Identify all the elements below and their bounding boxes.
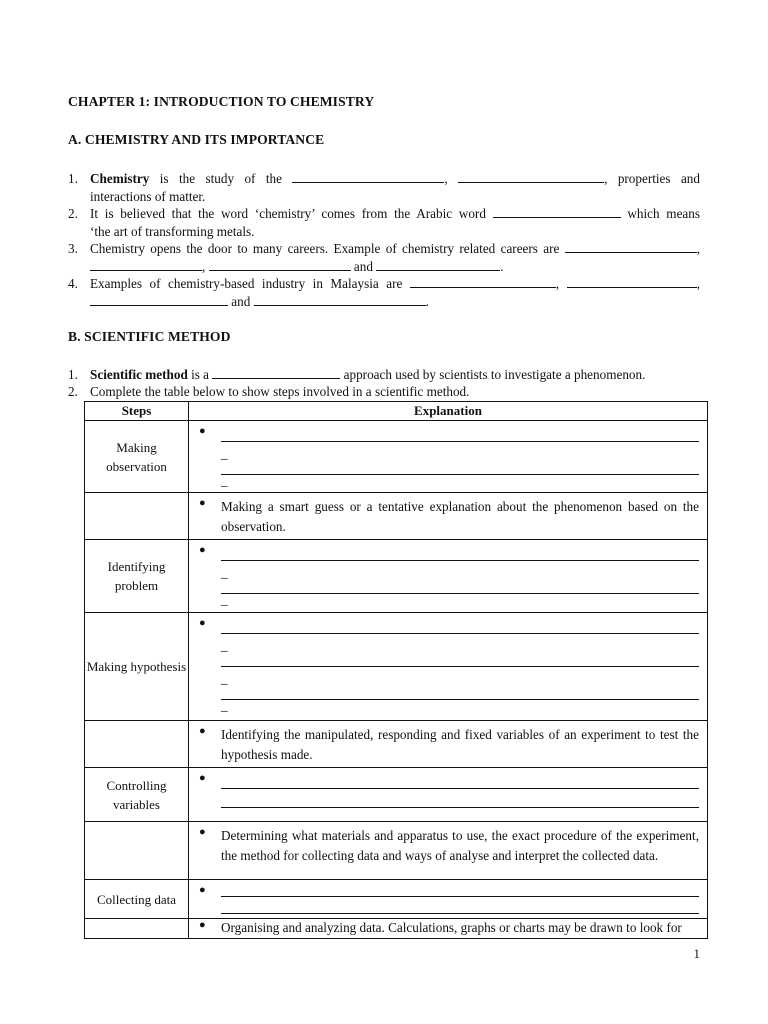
text-fragment: Examples of chemistry-based industry in Malaysia are bbox=[90, 276, 410, 291]
section-a-heading: A. CHEMISTRY AND ITS IMPORTANCE bbox=[68, 132, 325, 147]
blank-line bbox=[212, 367, 340, 379]
list-item bbox=[68, 205, 700, 241]
bullet-icon: ● bbox=[199, 544, 206, 556]
table-row bbox=[85, 613, 708, 721]
list-item bbox=[68, 240, 700, 276]
blank-line bbox=[493, 206, 621, 218]
term-chemistry: Chemistry bbox=[90, 171, 150, 186]
text-fragment: and bbox=[228, 294, 254, 309]
page-number: 1 bbox=[693, 946, 700, 961]
item-text: Complete the table below to show steps involved in a scientific method. bbox=[90, 384, 470, 399]
item-number: 2. bbox=[68, 384, 78, 399]
blank-line bbox=[458, 171, 604, 183]
answer-line-end: _ bbox=[221, 698, 228, 713]
item-continuation: ‘the art of transforming metals. bbox=[90, 224, 255, 239]
table-row bbox=[85, 721, 708, 768]
list-item bbox=[68, 366, 700, 384]
blank-line bbox=[90, 294, 228, 306]
explanation-text: Determining what materials and apparatus to use, the exact procedure of the experiment, the method for collecting data and ways of analyse and interpret the collected data. bbox=[221, 828, 699, 863]
explanation-cell bbox=[189, 919, 708, 939]
text-fragment: , bbox=[444, 171, 459, 186]
blank-line bbox=[567, 276, 697, 288]
item-text bbox=[90, 366, 700, 384]
column-header-explanation: Explanation bbox=[189, 402, 708, 421]
answer-line[interactable] bbox=[221, 458, 699, 475]
step-cell: Identifying problem bbox=[85, 540, 189, 613]
step-cell: Making observation bbox=[85, 421, 189, 493]
step-cell bbox=[85, 721, 189, 768]
blank-line bbox=[376, 259, 500, 271]
blank-line bbox=[209, 259, 351, 271]
bullet-icon: ● bbox=[199, 884, 206, 896]
item-text bbox=[90, 170, 700, 188]
step-cell: Making hypothesis bbox=[85, 613, 189, 721]
table-row bbox=[85, 768, 708, 822]
item-text bbox=[90, 240, 700, 258]
bullet-icon: ● bbox=[199, 826, 206, 838]
item-number: 1. bbox=[68, 367, 78, 382]
text-fragment: approach used by scientists to investigate a phenomenon. bbox=[340, 367, 646, 382]
answer-line-end: _ bbox=[221, 446, 228, 461]
blank-line bbox=[565, 241, 697, 253]
explanation-cell bbox=[189, 822, 708, 880]
text-fragment: , properties and bbox=[604, 171, 700, 186]
item-number: 2. bbox=[68, 206, 78, 221]
table-row bbox=[85, 421, 708, 493]
table-row bbox=[85, 919, 708, 939]
item-continuation: interactions of matter. bbox=[90, 189, 206, 204]
text-fragment: , bbox=[696, 241, 700, 256]
table-row bbox=[85, 493, 708, 540]
item-continuation bbox=[90, 293, 700, 311]
column-header-steps: Steps bbox=[85, 402, 189, 421]
explanation-text: Making a smart guess or a tentative explanation about the phenomenon based on the observation. bbox=[221, 499, 699, 534]
blank-line bbox=[292, 171, 444, 183]
table-header-row bbox=[85, 402, 708, 421]
text-fragment: . bbox=[425, 294, 429, 309]
text-fragment: , bbox=[696, 276, 700, 291]
bullet-icon: ● bbox=[199, 617, 206, 629]
explanation-text: Identifying the manipulated, responding and fixed variables of an experiment to test the hypothesis made. bbox=[221, 727, 699, 762]
item-continuation bbox=[90, 258, 700, 276]
term-scientific-method: Scientific method bbox=[90, 367, 188, 382]
table-row bbox=[85, 880, 708, 919]
answer-line[interactable] bbox=[221, 884, 699, 897]
list-item bbox=[68, 275, 700, 311]
answer-line[interactable] bbox=[221, 683, 699, 700]
text-fragment: and bbox=[350, 259, 377, 274]
explanation-cell bbox=[189, 493, 708, 540]
bullet-icon: ● bbox=[199, 725, 206, 737]
answer-line-end: _ bbox=[221, 565, 228, 580]
text-fragment: which means bbox=[620, 206, 700, 221]
list-item bbox=[68, 383, 700, 401]
step-cell bbox=[85, 822, 189, 880]
text-fragment: , bbox=[555, 276, 567, 291]
item-text bbox=[90, 275, 700, 293]
chapter-title: CHAPTER 1: INTRODUCTION TO CHEMISTRY bbox=[68, 94, 375, 109]
step-cell: Collecting data bbox=[85, 880, 189, 919]
step-cell: Controlling variables bbox=[85, 768, 189, 822]
text-fragment: is a bbox=[187, 367, 213, 382]
text-fragment: It is believed that the word ‘chemistry’ comes from the Arabic word bbox=[90, 206, 493, 221]
answer-line-end: _ bbox=[221, 638, 228, 653]
section-b-heading: B. SCIENTIFIC METHOD bbox=[68, 329, 231, 344]
item-number: 1. bbox=[68, 171, 78, 186]
table-row bbox=[85, 540, 708, 613]
answer-line[interactable] bbox=[221, 617, 699, 634]
explanation-cell[interactable] bbox=[189, 421, 708, 493]
blank-line bbox=[254, 294, 426, 306]
explanation-cell[interactable] bbox=[189, 540, 708, 613]
step-cell bbox=[85, 919, 189, 939]
bullet-icon: ● bbox=[199, 425, 206, 437]
bullet-icon: ● bbox=[199, 919, 206, 931]
answer-line-end: _ bbox=[221, 671, 228, 686]
text-fragment: , bbox=[202, 259, 209, 274]
bullet-icon: ● bbox=[199, 497, 206, 509]
answer-line[interactable] bbox=[221, 425, 699, 442]
answer-line-end: _ bbox=[221, 473, 228, 488]
answer-line[interactable] bbox=[221, 577, 699, 594]
blank-line bbox=[90, 259, 202, 271]
list-item bbox=[68, 170, 700, 206]
bullet-icon: ● bbox=[199, 772, 206, 784]
answer-line[interactable] bbox=[221, 899, 699, 914]
answer-line[interactable] bbox=[221, 772, 699, 789]
explanation-cell[interactable] bbox=[189, 613, 708, 721]
answer-line[interactable] bbox=[221, 650, 699, 667]
blank-line bbox=[410, 276, 556, 288]
item-text bbox=[90, 205, 700, 223]
text-fragment: . bbox=[500, 259, 504, 274]
explanation-cell[interactable] bbox=[189, 880, 708, 919]
item-number: 4. bbox=[68, 276, 78, 291]
explanation-cell bbox=[189, 721, 708, 768]
answer-line-end: _ bbox=[221, 592, 228, 607]
table-row bbox=[85, 822, 708, 880]
text-fragment: Chemistry opens the door to many careers. Example of chemistry related careers are bbox=[90, 241, 565, 256]
text-fragment: is the study of the bbox=[149, 171, 293, 186]
scientific-method-table bbox=[84, 401, 708, 939]
answer-line[interactable] bbox=[221, 791, 699, 808]
item-number: 3. bbox=[68, 241, 78, 256]
answer-line[interactable] bbox=[221, 544, 699, 561]
explanation-text: Organising and analyzing data. Calculations, graphs or charts may be drawn to look for bbox=[221, 920, 682, 935]
step-cell bbox=[85, 493, 189, 540]
explanation-cell[interactable] bbox=[189, 768, 708, 822]
